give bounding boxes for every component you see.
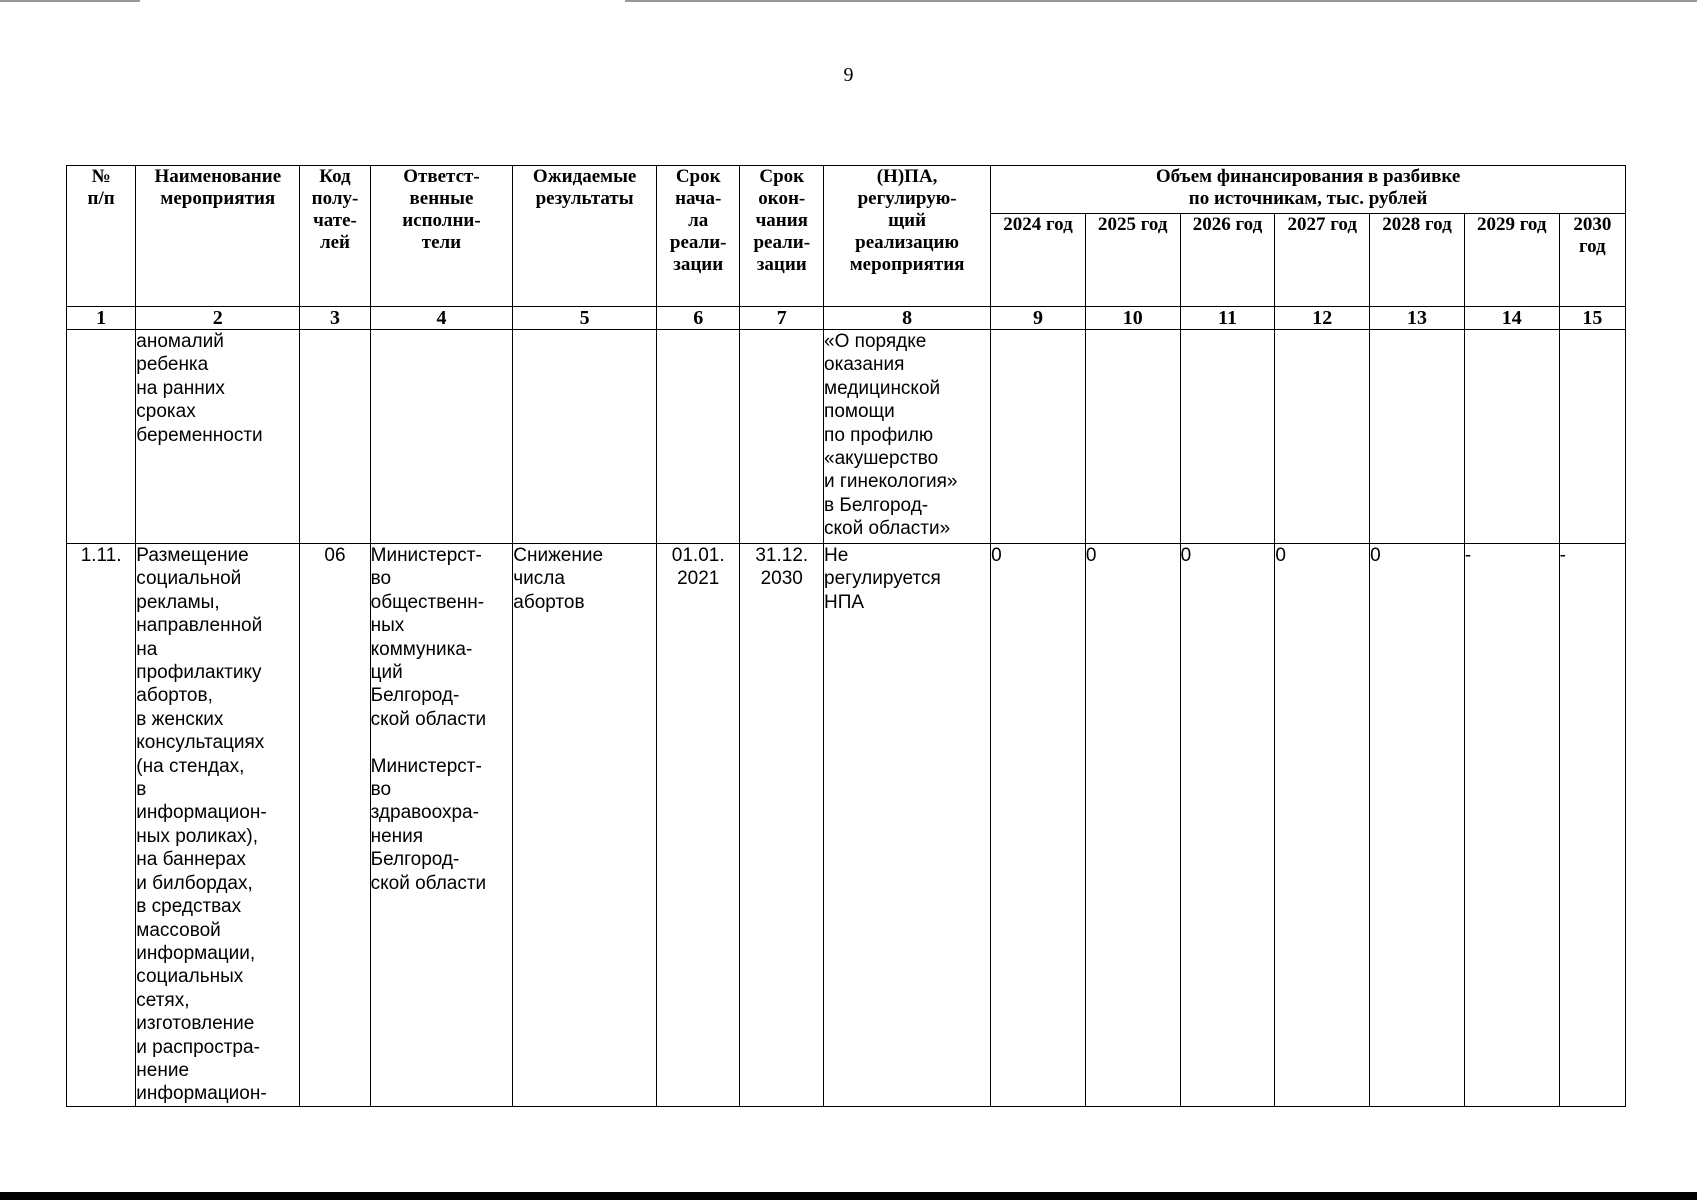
page-number: 9 [843,64,854,86]
header-row-1 [67,166,1626,214]
cell-responsible [370,330,513,544]
header-code [300,166,370,307]
table-row [67,330,1626,544]
measures-table [66,165,1626,1107]
column-number-10: 10 [1085,307,1180,330]
column-number-15: 15 [1559,307,1625,330]
cell-name [136,330,300,544]
header-results [513,166,657,307]
header-year-2025: 2025 год [1085,214,1180,307]
header-npa-line: (Н)ПА, [876,166,938,187]
header-num-line: п/п [87,188,115,209]
header-end-line: окон- [758,188,806,209]
cell-npa-line: в Белгород- [824,494,929,516]
cell-name-line: на [136,638,158,660]
header-npa-line: щий [888,210,927,231]
cell-results-line: абортов [513,591,585,613]
cell-name-line: в женских [136,708,224,730]
cell-end-line: 2030 [760,568,803,590]
header-responsible [370,166,513,307]
cell-responsible-line [371,731,513,754]
cell-npa-line: по профилю [824,424,934,446]
cell-responsible-line: здравоохра- [370,802,479,824]
cell-name-line: сетях, [136,989,190,1011]
bottom-rule [0,1192,1697,1200]
cell-responsible-line: ных [370,615,405,637]
column-number-5: 5 [513,307,657,330]
cell-npa-line: ской области» [824,518,951,540]
cell-name [136,544,300,1107]
cell-name-line: ребенка [136,354,209,376]
cell-finance-2025: 0 [1085,544,1180,1107]
header-num-line: № [91,166,111,187]
cell-name-line: консультациях [136,732,265,754]
header-start-line: Срок [675,166,721,187]
cell-name-line: социальных [136,966,244,988]
cell-finance-2029: - [1464,544,1559,1107]
cell-npa [824,330,991,544]
cell-npa-line: Не [824,545,849,566]
cell-number [67,330,136,544]
cell-finance-2024 [991,330,1086,544]
header-end-line: реали- [753,232,811,253]
cell-name-line: абортов, [136,685,213,707]
cell-name-line: ных роликах), [136,825,259,847]
cell-responsible-line: Министерст- [370,755,482,777]
cell-finance-2028: 0 [1370,544,1465,1107]
header-year-2024: 2024 год [991,214,1086,307]
cell-npa-line: оказания [824,354,905,376]
cell-npa-line: НПА [824,591,865,613]
header-responsible-line: тели [421,232,462,253]
header-npa-line: реализацию [855,232,959,253]
cell-start-line: 01.01. [671,545,725,566]
cell-name-line: нение [136,1059,190,1081]
cell-npa-line: медицинской [824,377,941,399]
cell-finance-2029 [1464,330,1559,544]
cell-responsible-line: нения [370,825,424,847]
column-number-1: 1 [67,307,136,330]
cell-responsible-line: общественн- [370,591,485,613]
header-year-2029: 2029 год [1464,214,1559,307]
header-code-line: лей [319,232,350,253]
cell-npa-line: регулируется [824,568,941,590]
header-name-line: Наименование [154,166,282,187]
cell-name-line: в [136,779,147,801]
cell-finance-2030 [1559,330,1625,544]
column-number-6: 6 [656,307,740,330]
cell-start-line: 2021 [677,568,720,590]
cell-name-line: в средствах [136,896,242,918]
column-number-13: 13 [1370,307,1465,330]
header-year-2027: 2027 год [1275,214,1370,307]
header-npa [824,166,991,307]
header-start [656,166,740,307]
header-name-line: мероприятия [160,188,276,209]
cell-results [513,330,657,544]
cell-results-line: Снижение [513,545,604,566]
cell-responsible-line: Министерст- [370,545,482,566]
header-finance [991,166,1626,214]
header-code-line: Код [319,166,351,187]
cell-name-line: беременности [136,424,263,446]
header-finance-line: Объем финансирования в разбивке [1155,166,1461,187]
header-end-line: чания [755,210,808,231]
column-number-7: 7 [740,307,824,330]
cell-npa-line: и гинекология» [824,471,958,493]
header-npa-line: регулирую- [857,188,957,209]
cell-results-line: числа [513,568,565,590]
cell-number: 1.11. [67,544,136,1107]
header-year-2028: 2028 год [1370,214,1465,307]
cell-responsible-line: Белгород- [370,849,460,871]
cell-responsible-line: ской области [370,872,487,894]
cell-end [740,544,824,1107]
header-year-2030: 2030 год [1559,214,1625,307]
cell-name-line: Размещение [136,545,249,566]
cell-npa-line: помощи [824,401,895,423]
column-number-12: 12 [1275,307,1370,330]
cell-responsible-line: во [370,779,392,801]
header-responsible-line: венные [409,188,474,209]
cell-finance-2028 [1370,330,1465,544]
cell-end-line: 31.12. [755,545,809,566]
header-finance-line: по источникам, тыс. рублей [1188,188,1428,209]
header-start-line: зации [673,254,724,275]
header-end-line: зации [756,254,807,275]
cell-finance-2027 [1275,330,1370,544]
cell-responsible-line: ской области [370,708,487,730]
cell-name-line: аномалий [136,331,224,352]
header-results-line: Ожидаемые [532,166,637,187]
cell-name-line: (на стендах, [136,755,245,777]
column-numbers-row [67,307,1626,330]
header-results-line: результаты [535,188,634,209]
column-number-14: 14 [1464,307,1559,330]
column-number-4: 4 [370,307,513,330]
cell-responsible [370,544,513,1107]
header-end [740,166,824,307]
header-start-line: нача- [675,188,722,209]
cell-name-line: сроках [136,401,196,423]
column-number-9: 9 [991,307,1086,330]
cell-finance-2025 [1085,330,1180,544]
cell-end [740,330,824,544]
header-responsible-line: исполни- [402,210,481,231]
cell-code [300,330,370,544]
header-code-line: чате- [313,210,357,231]
cell-name-line: массовой [136,919,221,941]
top-rule-left [0,0,140,2]
header-code-line: полу- [311,188,359,209]
header-start-line: реали- [669,232,727,253]
cell-npa-line: «акушерство [824,448,939,470]
header-num [67,166,136,307]
top-rule-right [625,0,1697,2]
cell-name-line: информацион- [136,1083,267,1105]
cell-finance-2030: - [1559,544,1625,1107]
header-npa-line: мероприятия [849,254,965,275]
cell-results [513,544,657,1107]
cell-name-line: изготовление [136,1013,255,1035]
cell-name-line: на ранних [136,377,225,399]
cell-responsible-line: Белгород- [370,685,460,707]
header-year-2026: 2026 год [1180,214,1275,307]
cell-npa [824,544,991,1107]
column-number-2: 2 [136,307,300,330]
cell-responsible-line: коммуника- [370,638,473,660]
cell-name-line: направленной [136,615,263,637]
cell-start [656,544,740,1107]
header-name [136,166,300,307]
cell-start [656,330,740,544]
cell-responsible-line: во [370,568,392,590]
column-number-3: 3 [300,307,370,330]
cell-responsible-line: ций [370,662,403,684]
cell-name-line: информации, [136,942,256,964]
cell-finance-2026: 0 [1180,544,1275,1107]
header-start-line: ла [688,210,709,231]
cell-finance-2026 [1180,330,1275,544]
cell-name-line: профилактику [136,662,262,684]
table-row [67,544,1626,1107]
cell-name-line: на баннерах [136,849,246,871]
cell-name-line: информацион- [136,802,267,824]
cell-finance-2027: 0 [1275,544,1370,1107]
header-end-line: Срок [759,166,805,187]
cell-name-line: рекламы, [136,591,220,613]
header-responsible-line: Ответст- [403,166,480,187]
cell-name-line: социальной [136,568,242,590]
column-number-8: 8 [824,307,991,330]
cell-code: 06 [300,544,370,1107]
column-number-11: 11 [1180,307,1275,330]
cell-finance-2024: 0 [991,544,1086,1107]
cell-name-line: и распростра- [136,1036,260,1058]
cell-npa-line: «О порядке [824,331,927,352]
cell-name-line: и билбордах, [136,872,253,894]
